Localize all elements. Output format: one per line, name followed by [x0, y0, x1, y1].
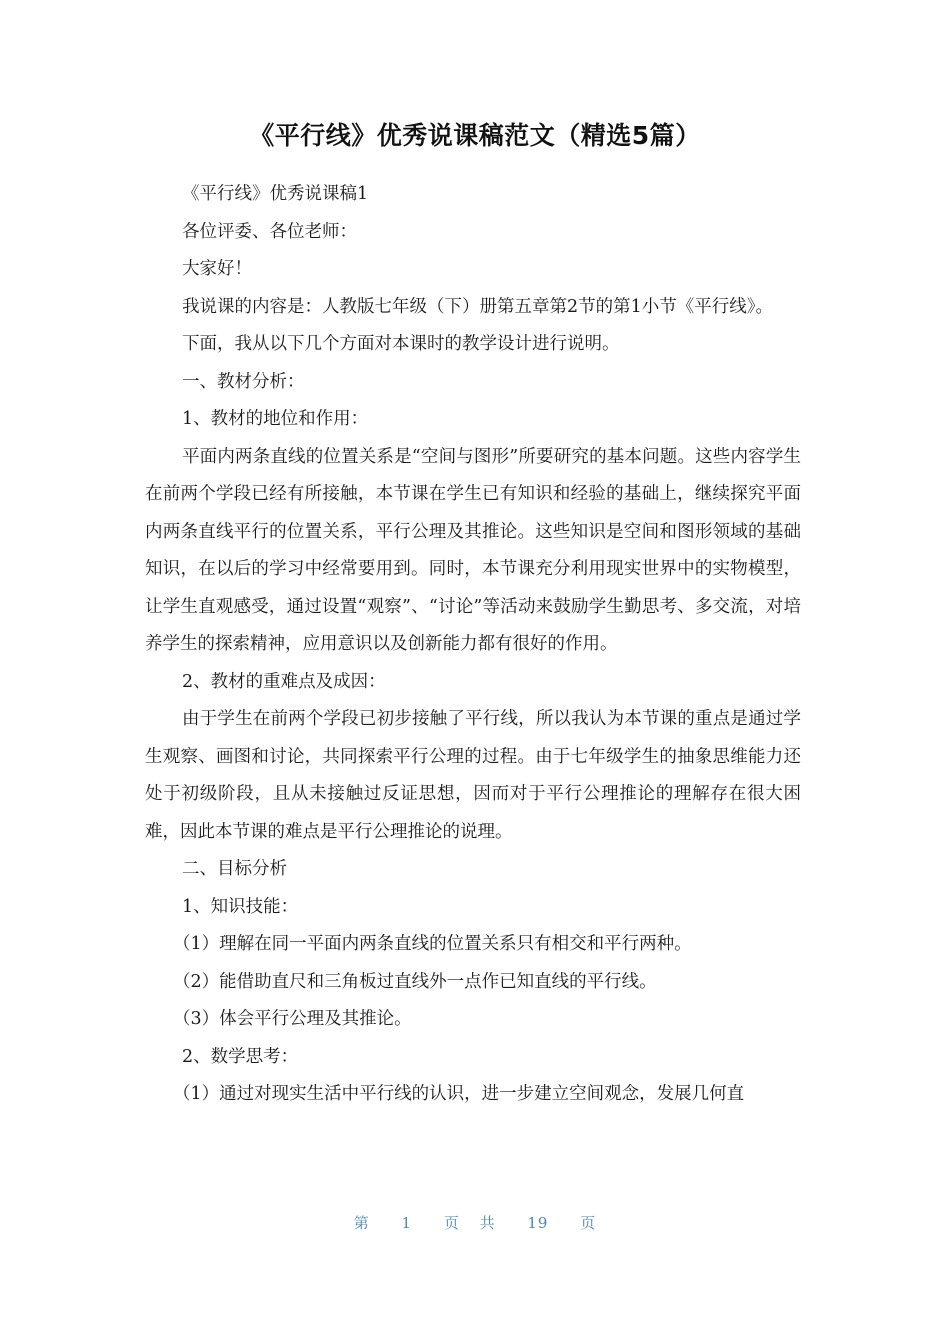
footer-current-page: 1 — [401, 1214, 413, 1232]
paragraph: 我说课的内容是：人教版七年级（下）册第五章第2节的第1小节《平行线》。 — [182, 296, 774, 317]
document-title: 《平行线》优秀说课稿范文（精选5篇） — [249, 121, 701, 150]
paragraph: 下面，我从以下几个方面对本课时的教学设计进行说明。 — [182, 334, 620, 354]
subsection-heading: 1、教材的地位和作用： — [182, 409, 369, 429]
subsection-heading: 2、数学思考： — [182, 1046, 299, 1067]
footer-middle: 页 共 — [443, 1214, 496, 1232]
subsection-heading: 1、知识技能： — [182, 896, 299, 917]
list-item: （3）体会平行公理及其推论。 — [173, 1009, 412, 1029]
paragraph: 平面内两条直线的位置关系是“空间与图形”所要研究的基本问题。这些内容学生在前两个学段已经有所接触，本节课在学生已有知识和经验的基础上，继续探究平面内两条直线平行的位置关系，平行公理及其推论。这些知识是空间和图形领域的基础知识，在以后的学习中经常要用到。同时，本节课充分利用现实世界中的实物模型，让学生直观感受，通过设置“观察”、“讨论”等活动来鼓励学生勤思考、多交流，对培养学生的探索精神，应用意识以及创新能力都有很好的作用。 — [145, 446, 801, 654]
list-item: （2）能借助直尺和三角板过直线外一点作已知直线的平行线。 — [173, 971, 657, 992]
subsection-heading: 2、教材的重难点及成因： — [182, 671, 386, 692]
page-footer — [0, 1212, 950, 1233]
footer-prefix: 第 — [353, 1214, 370, 1232]
paragraph: 各位评委、各位老师： — [182, 221, 357, 242]
paragraph: 由于学生在前两个学段已初步接触了平行线，所以我认为本节课的重点是通过学生观察、画图和讨论，共同探索平行公理的过程。由于七年级学生的抽象思维能力还处于初级阶段，且从未接触过反证思想，因而对于平行公理推论的理解存在很大困难，因此本节课的难点是平行公理推论的说理。 — [145, 709, 801, 842]
section-heading: 一、教材分析： — [182, 371, 305, 392]
paragraph: 《平行线》优秀说课稿1 — [182, 184, 369, 204]
paragraph: 大家好！ — [182, 259, 252, 279]
list-item: （1）理解在同一平面内两条直线的位置关系只有相交和平行两种。 — [173, 934, 692, 954]
footer-total-pages: 19 — [527, 1214, 549, 1232]
section-heading: 二、目标分析 — [182, 859, 287, 879]
list-item: （1）通过对现实生活中平行线的认识，进一步建立空间观念，发展几何直 — [173, 1084, 745, 1104]
footer-suffix: 页 — [580, 1214, 597, 1232]
document-body — [145, 176, 801, 1114]
